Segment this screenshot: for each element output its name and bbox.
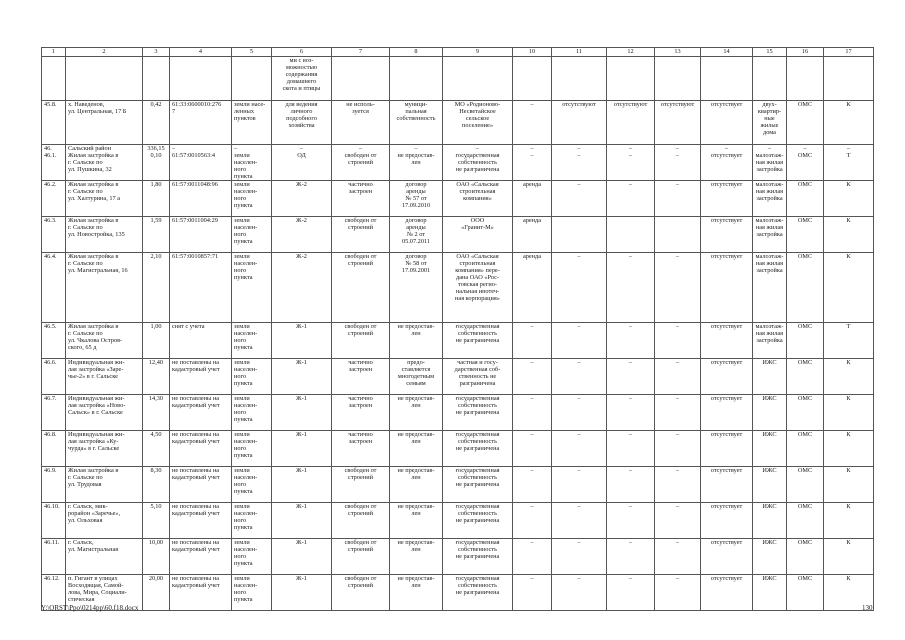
table-cell: – xyxy=(552,467,607,503)
table-cell: отсутствует xyxy=(701,539,753,575)
table-cell: – xyxy=(607,253,655,323)
table-cell: Ж-2 xyxy=(272,253,332,323)
table-cell: – xyxy=(552,181,607,217)
column-number: 10 xyxy=(513,48,552,57)
table-cell: – xyxy=(655,181,701,217)
table-cell: – xyxy=(655,323,701,359)
column-number: 17 xyxy=(824,48,874,57)
table-cell: 61:57:0011048:96 xyxy=(170,181,232,217)
table-cell: ОМС xyxy=(787,359,824,395)
page-number: 130 xyxy=(862,604,873,612)
table-cell: Ж-1 xyxy=(272,575,332,611)
table-cell: 1,59 xyxy=(143,217,170,253)
column-number: 9 xyxy=(443,48,513,57)
table-cell: 61:57:0011004:29 xyxy=(170,217,232,253)
table-row xyxy=(42,57,874,101)
table-cell xyxy=(655,57,701,101)
table-cell: – не предостав- лен xyxy=(390,145,443,181)
table-cell: отсутствует xyxy=(701,253,753,323)
table-cell: – xyxy=(513,467,552,503)
table-cell: – – xyxy=(552,145,607,181)
table-cell: Ж-1 xyxy=(272,431,332,467)
table-cell: не предостав- лен xyxy=(390,539,443,575)
table-cell: не предостав- лен xyxy=(390,395,443,431)
table-cell: п. Гигант в улицах Восходящая, Самой- лова, Мира, Социали- стическая xyxy=(66,575,143,611)
table-cell xyxy=(655,217,701,253)
table-cell: частично застроен xyxy=(332,359,390,395)
table-cell: К xyxy=(824,253,874,323)
table-cell: свободен от строений xyxy=(332,323,390,359)
table-row xyxy=(42,503,874,539)
column-number: 2 xyxy=(66,48,143,57)
table-cell xyxy=(552,217,607,253)
table-cell: государственная собственность не разграничена xyxy=(443,323,513,359)
table-cell: малоэтаж- ная жилая застройка xyxy=(753,323,787,359)
table-cell: отсутствуют xyxy=(655,101,701,145)
table-row xyxy=(42,323,874,359)
table-cell: – 61:57:0010563:4 xyxy=(170,145,232,181)
table-cell xyxy=(143,57,170,101)
table-cell: – xyxy=(655,575,701,611)
table-cell: не исполь- зуется xyxy=(332,101,390,145)
table-cell: – xyxy=(513,323,552,359)
table-cell: отсутствуют xyxy=(607,101,655,145)
table-cell xyxy=(443,57,513,101)
table-cell: отсутствует xyxy=(701,467,753,503)
table-cell: государственная собственность не разграничена xyxy=(443,467,513,503)
table-cell: – xyxy=(552,575,607,611)
table-cell: не предостав- лен xyxy=(390,467,443,503)
table-cell: Ж-1 xyxy=(272,539,332,575)
table-cell: ИЖС xyxy=(753,359,787,395)
table-cell: ИЖС xyxy=(753,539,787,575)
table-cell: К xyxy=(824,575,874,611)
table-cell: не предостав- лен xyxy=(390,575,443,611)
document-path: Y:\ORST\Ppo\0214pp\60.f18.docx xyxy=(41,604,139,612)
table-cell xyxy=(552,57,607,101)
table-cell: – xyxy=(607,503,655,539)
column-number: 14 xyxy=(701,48,753,57)
column-number: 16 xyxy=(787,48,824,57)
table-cell xyxy=(42,57,66,101)
table-cell: 46. 46.1. xyxy=(42,145,66,181)
table-cell xyxy=(607,217,655,253)
table-cell: Ж-1 xyxy=(272,503,332,539)
table-cell: земли населен- ного пункта xyxy=(232,359,272,395)
table-cell: земли населен- ного пункта xyxy=(232,181,272,217)
table-cell: – xyxy=(552,431,607,467)
table-cell: не поставлены на кадастровый учет xyxy=(170,467,232,503)
table-cell: Жилая застройка в г. Сальске по ул. Магистральная, 16 xyxy=(66,253,143,323)
table-cell: земли населен- ного пункта xyxy=(232,395,272,431)
table-cell: свободен от строений xyxy=(332,217,390,253)
table-cell: свободен от строений xyxy=(332,575,390,611)
table-cell: – xyxy=(607,431,655,467)
table-cell: – xyxy=(552,503,607,539)
table-cell: ми с воз- можностью содержания домашнего скота и птицы xyxy=(272,57,332,101)
table-cell: ОМС xyxy=(787,323,824,359)
column-number: 3 xyxy=(143,48,170,57)
table-cell: К xyxy=(824,101,874,145)
table-cell: 61:33:0600010:276 7 xyxy=(170,101,232,145)
table-cell: не поставлены на кадастровый учет xyxy=(170,575,232,611)
table-cell: – государственная собственность не разграничена xyxy=(443,145,513,181)
table-cell: – – xyxy=(607,145,655,181)
table-cell: ИЖС xyxy=(753,503,787,539)
table-cell: снят с учета xyxy=(170,323,232,359)
table-cell: частично застроен xyxy=(332,431,390,467)
table-cell: – xyxy=(607,467,655,503)
column-number: 6 xyxy=(272,48,332,57)
table-cell: 12,40 xyxy=(143,359,170,395)
table-cell: 46.6. xyxy=(42,359,66,395)
table-cell: Индивидуальная жи- лая застройка «Ново- Сальск» в г. Сальске xyxy=(66,395,143,431)
column-number: 15 xyxy=(753,48,787,57)
table-cell xyxy=(787,57,824,101)
table-cell: – ОД xyxy=(272,145,332,181)
table-row xyxy=(42,217,874,253)
table-cell: 336,15 0,10 xyxy=(143,145,170,181)
table-cell: Жилая застройка в г. Сальске по ул. Новостройка, 135 xyxy=(66,217,143,253)
table-cell: свободен от строений xyxy=(332,539,390,575)
table-cell: отсутствует xyxy=(701,323,753,359)
table-cell xyxy=(513,57,552,101)
table-cell: отсутствует xyxy=(701,217,753,253)
table-cell: свободен от строений xyxy=(332,503,390,539)
table-cell: ОМС xyxy=(787,217,824,253)
table-cell: – xyxy=(513,395,552,431)
table-cell: земли населен- ного пункта xyxy=(232,467,272,503)
table-row xyxy=(42,145,874,181)
table-cell: для ведения личного подсобного хозяйства xyxy=(272,101,332,145)
table-cell: ОАО «Сальская строительная компания» пере- дана ОАО «Рос- товская регио- нальная ипотеч- ная корпорация» xyxy=(443,253,513,323)
table-cell: 45.8. xyxy=(42,101,66,145)
table-cell: не поставлены на кадастровый учет xyxy=(170,359,232,395)
table-cell: государственная собственность не разграничена xyxy=(443,431,513,467)
table-cell: 8,30 xyxy=(143,467,170,503)
table-cell: – отсутствует xyxy=(701,145,753,181)
table-cell: земли населен- ного пункта xyxy=(232,323,272,359)
table-cell: – Т xyxy=(824,145,874,181)
table-cell: – xyxy=(552,359,607,395)
table-cell: – xyxy=(552,539,607,575)
table-cell: договор аренды № 57 от 17.09.2010 xyxy=(390,181,443,217)
table-cell: отсутствуют xyxy=(552,101,607,145)
table-cell: 46.7. xyxy=(42,395,66,431)
table-cell: – xyxy=(607,181,655,217)
table-cell: не поставлены на кадастровый учет xyxy=(170,431,232,467)
table-cell: – xyxy=(513,575,552,611)
table-cell xyxy=(332,57,390,101)
table-cell: Ж-1 xyxy=(272,359,332,395)
table-cell: – xyxy=(655,539,701,575)
table-cell: ОМС xyxy=(787,253,824,323)
table-cell: отсутствует xyxy=(701,181,753,217)
table-cell: – xyxy=(607,539,655,575)
table-cell: – малоэтаж- ная жилая застройка xyxy=(753,145,787,181)
table-cell: аренда xyxy=(513,253,552,323)
table-cell: К xyxy=(824,467,874,503)
table-cell: К xyxy=(824,217,874,253)
table-cell: ОМС xyxy=(787,575,824,611)
table-cell: частично застроен xyxy=(332,181,390,217)
table-cell: предо- ставляется многодетным семьям xyxy=(390,359,443,395)
table-cell xyxy=(66,57,143,101)
column-number: 11 xyxy=(552,48,607,57)
column-number: 4 xyxy=(170,48,232,57)
table-cell: государственная собственность не разграничена xyxy=(443,503,513,539)
column-number: 1 xyxy=(42,48,66,57)
table-cell: договор аренды № 2 от 05.07.2011 xyxy=(390,217,443,253)
table-cell: К xyxy=(824,431,874,467)
table-cell: Ж-2 xyxy=(272,181,332,217)
table-cell: не предостав- лен xyxy=(390,503,443,539)
table-cell: – – xyxy=(513,145,552,181)
table-cell: Индивидуальная жи- лая застройка «Заре- чье-2» в г. Сальске xyxy=(66,359,143,395)
table-cell: земли населен- ного пункта xyxy=(232,217,272,253)
table-cell: Т xyxy=(824,323,874,359)
table-cell: земли населен- ного пункта xyxy=(232,539,272,575)
table-cell: Ж-2 xyxy=(272,217,332,253)
table-cell: земли населен- ного пункта xyxy=(232,253,272,323)
table-cell: ОАО «Сальская строительная компания» xyxy=(443,181,513,217)
table-cell xyxy=(753,57,787,101)
column-number: 13 xyxy=(655,48,701,57)
table-cell: аренда xyxy=(513,181,552,217)
table-cell: малоэтаж- ная жилая застройка xyxy=(753,217,787,253)
table-cell: отсутствует xyxy=(701,395,753,431)
column-number-row xyxy=(42,48,874,57)
table-cell: 46.10. xyxy=(42,503,66,539)
table-cell: ОМС xyxy=(787,503,824,539)
table-row xyxy=(42,467,874,503)
table-cell: ОМС xyxy=(787,395,824,431)
table-cell: малоэтаж- ная жилая застройка xyxy=(753,181,787,217)
table-cell: земли населен- ного пункта xyxy=(232,503,272,539)
table-cell: 1,00 xyxy=(143,323,170,359)
table-cell: частная и госу- дарственная соб- ственность не разграничена xyxy=(443,359,513,395)
table-cell: ИЖС xyxy=(753,467,787,503)
table-cell: 46.9. xyxy=(42,467,66,503)
table-cell: – xyxy=(655,431,701,467)
table-cell: отсутствует xyxy=(701,359,753,395)
table-cell: К xyxy=(824,539,874,575)
table-cell: земли насе- ленных пунктов xyxy=(232,101,272,145)
table-cell: свободен от строений xyxy=(332,253,390,323)
table-cell: – xyxy=(513,503,552,539)
table-row xyxy=(42,181,874,217)
table-cell: не предостав- лен xyxy=(390,323,443,359)
table-cell: 61:57:0010857:71 xyxy=(170,253,232,323)
table-cell: 10,00 xyxy=(143,539,170,575)
table-cell: – xyxy=(655,253,701,323)
column-number: 8 xyxy=(390,48,443,57)
table-cell: – xyxy=(513,359,552,395)
table-cell: 2,10 xyxy=(143,253,170,323)
table-cell: – xyxy=(513,431,552,467)
table-cell: ИЖС xyxy=(753,431,787,467)
table-cell: – ОМС xyxy=(787,145,824,181)
table-cell: Ж-1 xyxy=(272,323,332,359)
table-cell: К xyxy=(824,359,874,395)
table-cell: свободен от строений xyxy=(332,467,390,503)
table-cell: ОМС xyxy=(787,539,824,575)
table-cell: земли населен- ного пункта xyxy=(232,575,272,611)
land-plots-table xyxy=(41,47,874,611)
table-cell: не поставлены на кадастровый учет xyxy=(170,395,232,431)
table-cell: ОМС xyxy=(787,181,824,217)
table-cell: не предостав- лен xyxy=(390,431,443,467)
table-cell: не поставлены на кадастровый учет xyxy=(170,503,232,539)
table-cell: г. Сальск, мик- рорайон «Заречье», ул. Ольховая xyxy=(66,503,143,539)
table-cell: государственная собственность не разграничена xyxy=(443,395,513,431)
table-row xyxy=(42,253,874,323)
table-cell: х. Наведенов, ул. Центральная, 17 Б xyxy=(66,101,143,145)
table-cell: – xyxy=(655,503,701,539)
table-cell: двух- квартир- ные жилые дома xyxy=(753,101,787,145)
table-cell xyxy=(701,57,753,101)
table-cell: Ж-1 xyxy=(272,467,332,503)
table-cell: аренда xyxy=(513,217,552,253)
table-cell: Жилая застройка в г. Сальске по ул. Чкалова Остров- ского, 65 д xyxy=(66,323,143,359)
table-cell: К xyxy=(824,395,874,431)
table-cell: – свободен от строений xyxy=(332,145,390,181)
table-cell: Ж-1 xyxy=(272,395,332,431)
table-cell: – xyxy=(552,323,607,359)
table-cell: 14,30 xyxy=(143,395,170,431)
table-cell: ИЖС xyxy=(753,395,787,431)
table-row xyxy=(42,431,874,467)
table-cell: 20,00 xyxy=(143,575,170,611)
table-row xyxy=(42,395,874,431)
table-row xyxy=(42,539,874,575)
table-cell: муници- пальная собственность xyxy=(390,101,443,145)
table-cell: – xyxy=(552,395,607,431)
table-cell xyxy=(390,57,443,101)
table-cell xyxy=(607,57,655,101)
column-number: 5 xyxy=(232,48,272,57)
table-cell: 46.8. xyxy=(42,431,66,467)
table-cell: государственная собственность не разграничена xyxy=(443,539,513,575)
table-row xyxy=(42,359,874,395)
table-cell: Индивидуальная жи- лая застройка «Ку- чурда» в г. Сальске xyxy=(66,431,143,467)
table-cell: 4,50 xyxy=(143,431,170,467)
table-cell: Жилая застройка в г. Сальске по ул. Трудовая xyxy=(66,467,143,503)
column-number: 7 xyxy=(332,48,390,57)
table-cell xyxy=(232,57,272,101)
table-cell: 5,10 xyxy=(143,503,170,539)
table-cell: не поставлены на кадастровый учет xyxy=(170,539,232,575)
table-cell: – xyxy=(552,253,607,323)
table-cell: К xyxy=(824,181,874,217)
table-cell: 46.3. xyxy=(42,217,66,253)
table-cell: отсутствует xyxy=(701,503,753,539)
table-cell: Сальский район Жилая застройка в г. Сальске по ул. Пушкина, 32 xyxy=(66,145,143,181)
column-number: 12 xyxy=(607,48,655,57)
table-cell: Жилая застройка в г. Сальске по ул. Халтурина, 17 а xyxy=(66,181,143,217)
table-cell: малоэтаж- ная жилая застройка xyxy=(753,253,787,323)
table-cell: отсутствует xyxy=(701,101,753,145)
table-cell: ОМС xyxy=(787,431,824,467)
table-cell: 46.2. xyxy=(42,181,66,217)
table-cell: – xyxy=(607,575,655,611)
table-cell: земли населен- ного пункта xyxy=(232,431,272,467)
table-cell: – xyxy=(655,359,701,395)
table-cell: – земли населен- ного пункта xyxy=(232,145,272,181)
table-cell: г. Сальск, ул. Магистральная xyxy=(66,539,143,575)
table-cell: ООО «Гранит-М» xyxy=(443,217,513,253)
table-cell: 46.4. xyxy=(42,253,66,323)
table-cell: ОМС xyxy=(787,101,824,145)
table-cell xyxy=(170,57,232,101)
table-cell: – xyxy=(607,395,655,431)
table-cell: 1,80 xyxy=(143,181,170,217)
table-row xyxy=(42,575,874,611)
table-cell: ОМС xyxy=(787,467,824,503)
table-cell: ИЖС xyxy=(753,575,787,611)
table-row xyxy=(42,101,874,145)
table-cell: отсутствует xyxy=(701,575,753,611)
table-cell: 46.11. xyxy=(42,539,66,575)
table-cell: – xyxy=(655,467,701,503)
table-cell: государственная собственность не разграничена xyxy=(443,575,513,611)
table-cell: договор № 58 от 17.09.2001 xyxy=(390,253,443,323)
table-cell: – xyxy=(513,101,552,145)
table-cell: – xyxy=(607,359,655,395)
table-cell: – xyxy=(513,539,552,575)
table-cell: 46.5. xyxy=(42,323,66,359)
table-cell: частично застроен xyxy=(332,395,390,431)
table-cell: – xyxy=(607,323,655,359)
table-cell: МО «Родионово- Несветайское сельское поселение» xyxy=(443,101,513,145)
table-cell xyxy=(824,57,874,101)
table-cell: – – xyxy=(655,145,701,181)
table-cell: К xyxy=(824,503,874,539)
table-cell: – xyxy=(655,395,701,431)
table-cell: 46.12. xyxy=(42,575,66,611)
table-cell: 0,42 xyxy=(143,101,170,145)
table-cell: отсутствует xyxy=(701,431,753,467)
